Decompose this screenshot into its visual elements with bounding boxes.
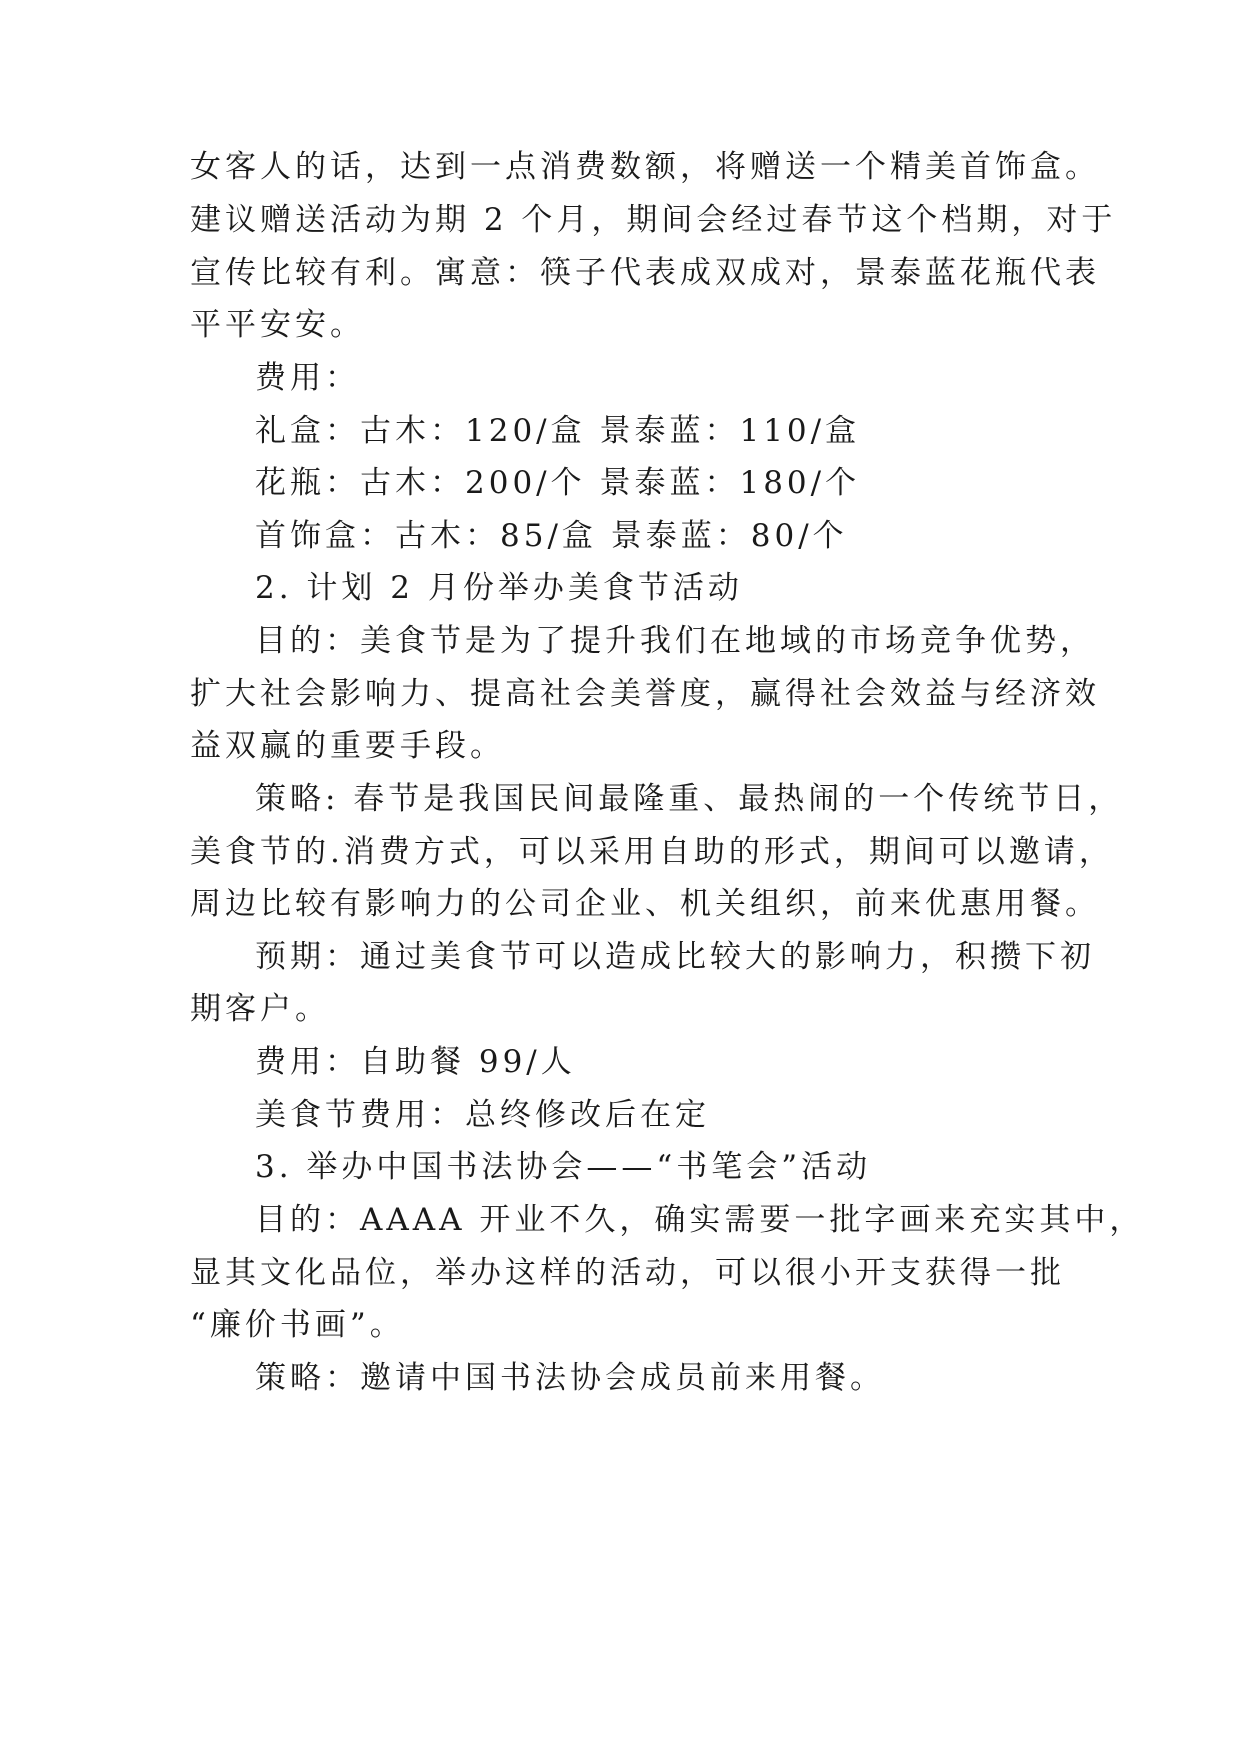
body-text-line: 显其文化品位，举办这样的活动，可以很小开支获得一批: [190, 1255, 1065, 1291]
section-label: 费用：: [255, 360, 360, 396]
section-heading: 2. 计划 2 月份举办美食节活动: [255, 570, 743, 606]
body-text-line: 目的：美食节是为了提升我们在地域的市场竞争优势，: [255, 623, 1095, 659]
price-line: 首饰盒：古木：85/盒 景泰蓝：80/个: [255, 518, 848, 554]
price-line: 花瓶：古木：200/个 景泰蓝：180/个: [255, 465, 861, 501]
body-text-line: “廉价书画”。: [190, 1307, 405, 1343]
body-text-line: 平平安安。: [190, 307, 365, 343]
section-heading: 3. 举办中国书法协会——“书笔会”活动: [255, 1149, 872, 1185]
body-text-line: 美食节费用：总终修改后在定: [255, 1097, 710, 1133]
price-line: 费用：自助餐 99/人: [255, 1044, 576, 1080]
body-text-line: 策略：邀请中国书法协会成员前来用餐。: [255, 1360, 885, 1396]
body-text-line: 女客人的话，达到一点消费数额，将赠送一个精美首饰盒。: [190, 149, 1100, 185]
body-text-line: 扩大社会影响力、提高社会美誉度，赢得社会效益与经济效: [190, 676, 1100, 712]
body-text-line: 预期：通过美食节可以造成比较大的影响力，积攒下初: [255, 939, 1095, 975]
price-line: 礼盒：古木：120/盒 景泰蓝：110/盒: [255, 413, 861, 449]
body-text-line: 周边比较有影响力的公司企业、机关组织，前来优惠用餐。: [190, 886, 1100, 922]
body-text-line: 宣传比较有利。寓意：筷子代表成双成对，景泰蓝花瓶代表: [190, 255, 1100, 291]
body-text-line: 美食节的.消费方式，可以采用自助的形式，期间可以邀请，: [190, 834, 1114, 870]
body-text-line: 目的：AAAA 开业不久，确实需要一批字画来充实其中，: [255, 1202, 1145, 1238]
body-text-line: 建议赠送活动为期 2 个月，期间会经过春节这个档期，对于: [190, 202, 1117, 238]
body-text-line: 期客户。: [190, 991, 330, 1027]
body-text-line: 益双赢的重要手段。: [190, 728, 505, 764]
body-text-line: 策略: 春节是我国民间最隆重、最热闹的一个传统节日，: [255, 781, 1124, 817]
